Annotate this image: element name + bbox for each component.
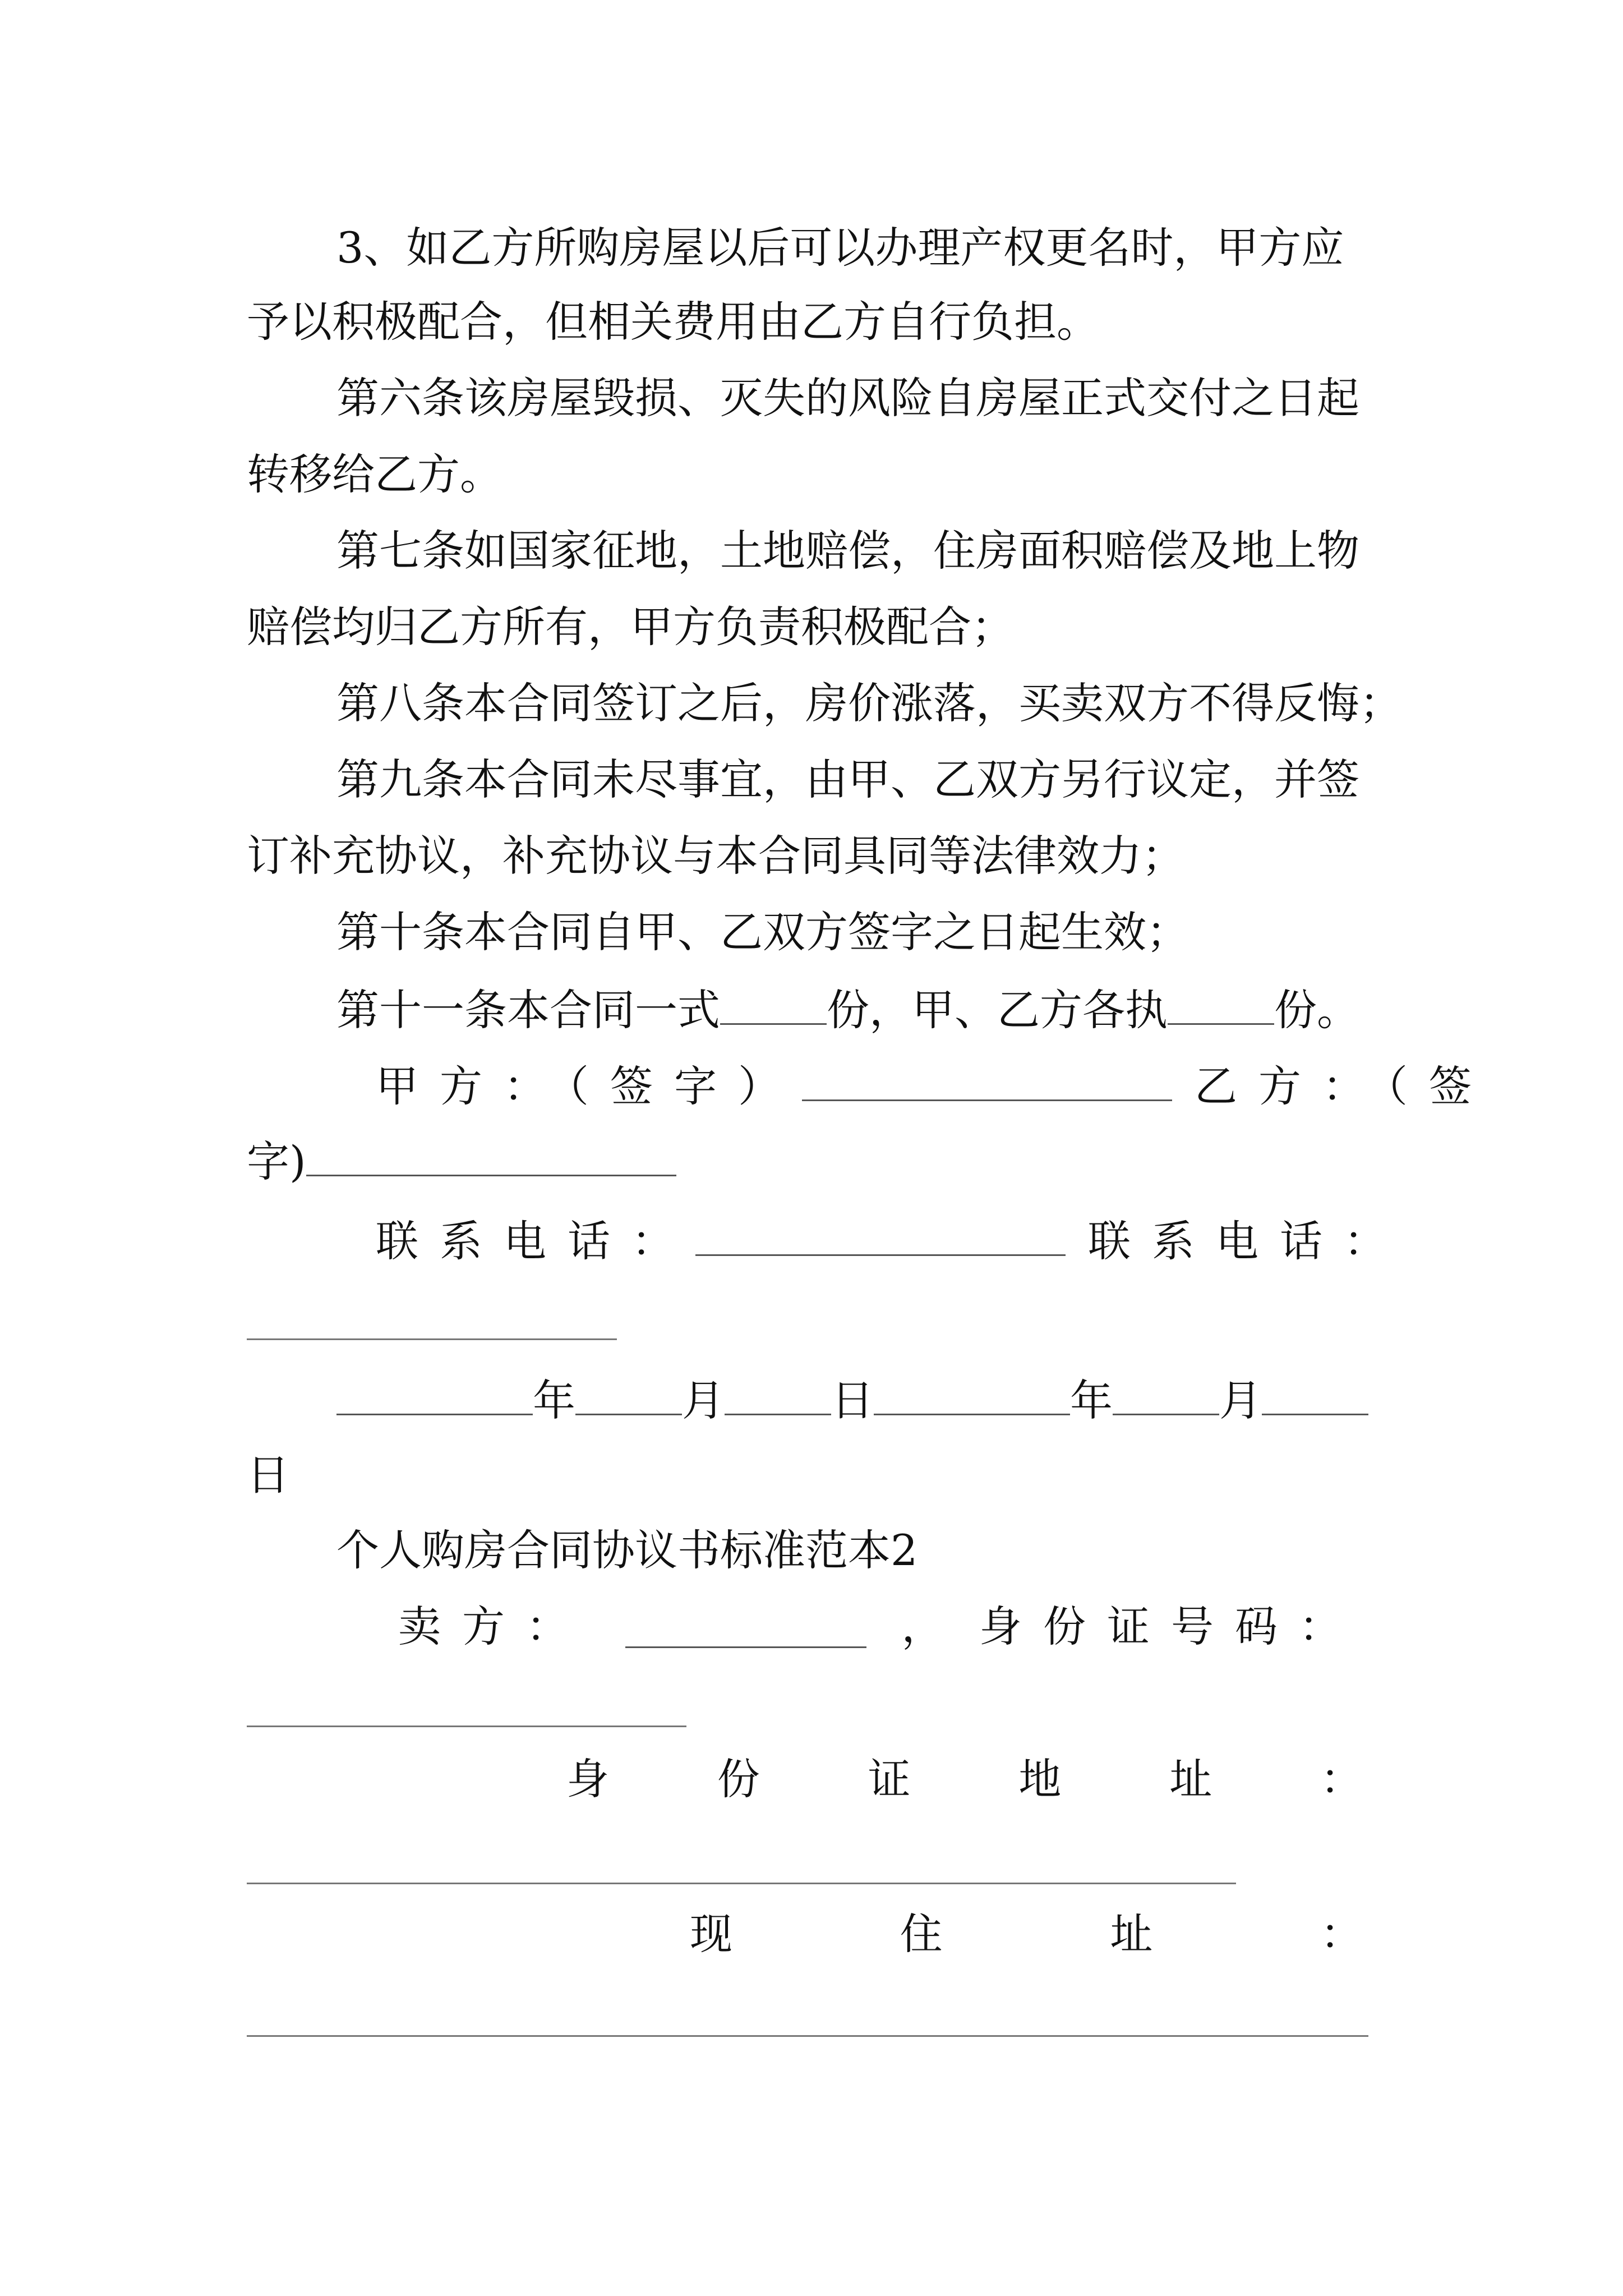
seller-line — [398, 1602, 1363, 1651]
clause-8: 第八条本合同签订之后，房价涨落，买卖双方不得反悔； — [336, 678, 1402, 728]
section-2-title: 个人购房合同协议书标准范本2 — [336, 1525, 918, 1575]
id-address-label — [566, 1754, 1363, 1804]
id-address-char: 证 — [868, 1754, 911, 1804]
current-address-char: 住 — [900, 1909, 943, 1959]
clause-11 — [336, 985, 1481, 1035]
id-address-char: ： — [1320, 1754, 1363, 1804]
seller-name-blank[interactable] — [625, 1611, 866, 1648]
id-address-char: 地 — [1018, 1754, 1062, 1804]
id-address-char: 份 — [717, 1754, 760, 1804]
party-b-day-blank[interactable] — [1262, 1378, 1368, 1415]
party-b-signature-label-cont: 字) — [247, 1137, 306, 1186]
current-address-char: 址 — [1110, 1909, 1153, 1959]
party-b-signature-blank[interactable] — [306, 1139, 676, 1176]
party-a-day-blank[interactable] — [725, 1378, 831, 1415]
clause-5-item-3-line-1: 3、如乙方所购房屋以后可以办理产权更名时，甲方应 — [336, 223, 1344, 273]
date-line — [336, 1375, 1481, 1425]
clause-10: 第十条本合同自甲、乙双方签字之日起生效； — [336, 907, 1189, 957]
clause-9-line-1: 第九条本合同未尽事宜，由甲、乙双方另行议定，并签 — [336, 754, 1359, 804]
party-b-phone-label: 联系电话： — [1088, 1216, 1408, 1266]
clause-11-text-1: 第十一条本合同一式 — [336, 985, 720, 1035]
current-address-char: 现 — [690, 1909, 732, 1959]
id-number-blank[interactable] — [247, 1726, 686, 1727]
copies-each-blank[interactable] — [1168, 987, 1274, 1025]
party-a-month-label: 月 — [682, 1375, 725, 1425]
party-b-day-label: 日 — [247, 1450, 289, 1500]
id-address-char: 址 — [1169, 1754, 1212, 1804]
id-number-label: 身份证号码： — [979, 1602, 1363, 1651]
clause-7-line-2: 赔偿均归乙方所有，甲方负责积极配合； — [247, 602, 1014, 652]
party-b-phone-blank[interactable] — [247, 1338, 617, 1340]
party-b-month-blank[interactable] — [1113, 1378, 1219, 1415]
clause-11-text-3: 份。 — [1274, 985, 1359, 1035]
party-b-year-blank[interactable] — [874, 1378, 1070, 1415]
party-b-signature-label: 乙方：（签 — [1195, 1061, 1493, 1111]
signature-line-2 — [247, 1137, 1391, 1186]
current-address-char: ： — [1320, 1909, 1363, 1959]
clause-5-item-3-line-2: 予以积极配合，但相关费用由乙方自行负担。 — [247, 297, 1099, 347]
id-address-char: 身 — [566, 1754, 609, 1804]
clause-7-line-1: 第七条如国家征地，土地赔偿，住房面积赔偿及地上物 — [336, 526, 1359, 576]
current-address-label — [690, 1909, 1363, 1959]
clause-6-line-2: 转移给乙方。 — [247, 449, 502, 499]
clause-11-text-2: 份，甲、乙方各执 — [827, 985, 1168, 1035]
party-b-month-label: 月 — [1219, 1375, 1262, 1425]
signature-line — [376, 1061, 1493, 1111]
id-address-blank[interactable] — [247, 1883, 1236, 1884]
seller-label: 卖方： — [398, 1602, 590, 1651]
contact-line — [376, 1216, 1408, 1266]
copies-total-blank[interactable] — [720, 987, 827, 1025]
party-a-year-label: 年 — [533, 1375, 575, 1425]
party-b-year-label: 年 — [1070, 1375, 1113, 1425]
party-a-year-blank[interactable] — [336, 1378, 533, 1415]
party-a-month-blank[interactable] — [575, 1378, 682, 1415]
party-a-signature-blank[interactable] — [802, 1064, 1172, 1101]
party-a-day-label: 日 — [831, 1375, 874, 1425]
clause-6-line-1: 第六条该房屋毁损、灭失的风险自房屋正式交付之日起 — [336, 373, 1359, 423]
current-address-blank[interactable] — [247, 2035, 1368, 2037]
seller-comma: ， — [901, 1602, 944, 1651]
party-a-signature-label: 甲方：（签字） — [376, 1061, 802, 1111]
clause-9-line-2: 订补充协议，补充协议与本合同具同等法律效力； — [247, 831, 1184, 881]
party-a-phone-label: 联系电话： — [376, 1216, 695, 1266]
party-a-phone-blank[interactable] — [695, 1218, 1066, 1256]
